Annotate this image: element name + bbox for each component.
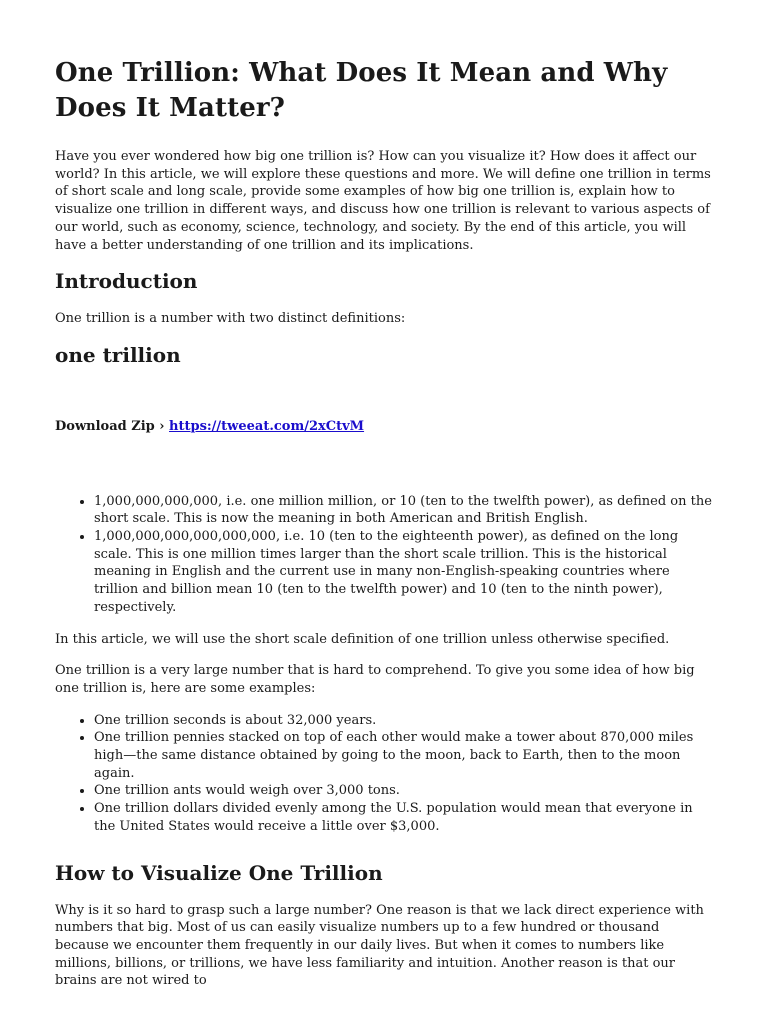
download-label: Download Zip › bbox=[55, 418, 165, 434]
keyword-heading: one trillion bbox=[55, 342, 181, 367]
introduction-text: One trillion is a number with two distinct definitions: bbox=[55, 311, 406, 327]
intro-paragraph: Have you ever wondered how big one trillion is? How can you visualize it? How does it affect our world? In this article, we will explore these questions and more. We will define one trillion in terms of short scale and long scale, provide some examples of how big one trillion is, explain how to visualize one trillion in different ways, and discuss how one trillion is relevant to various aspects of our world, such as economy, science, technology, and society. By the end of this article, you will have a better understanding of one trillion and its implications. bbox=[55, 149, 711, 253]
definitions-list bbox=[55, 493, 715, 617]
list-item: • One trillion dollars divided evenly among the U.S. population would mean that everyone in the United States would receive a little over $3,000. bbox=[94, 800, 715, 835]
visualize-heading: How to Visualize One Trillion bbox=[55, 860, 383, 885]
list-item: • 1,000,000,000,000, i.e. one million million, or 10 (ten to the twelfth power), as defined on the short scale. This is now the meaning in both American and British English. bbox=[94, 493, 715, 528]
examples-intro: One trillion is a very large number that is hard to comprehend. To give you some idea of how big one trillion is, here are some examples: bbox=[55, 663, 695, 696]
visualize-text: Why is it so hard to grasp such a large number? One reason is that we lack direct experience with numbers that big. Most of us can easily visualize numbers up to a few hundred or thousand because we encounter them frequently in our daily lives. But when it comes to numbers like millions, billions, or trillions, we have less familiarity and intuition. Another reason is that our brains are not wired to bbox=[55, 902, 704, 989]
list-item: • One trillion seconds is about 32,000 years. bbox=[94, 712, 715, 730]
examples-list bbox=[55, 712, 715, 836]
download-link[interactable]: https://tweeat.com/2xCtvM bbox=[169, 418, 365, 434]
list-item: • One trillion pennies stacked on top of each other would make a tower about 870,000 miles high—the same distance obtained by going to the moon, back to Earth, then to the moon again. bbox=[94, 729, 715, 782]
short-scale-note: In this article, we will use the short scale definition of one trillion unless otherwise specified. bbox=[55, 631, 670, 647]
download-line bbox=[55, 418, 715, 436]
list-item: • One trillion ants would weigh over 3,000 tons. bbox=[94, 782, 715, 800]
page-title: One Trillion: What Does It Mean and Why Does It Matter? bbox=[55, 58, 668, 123]
list-item: • 1,000,000,000,000,000,000, i.e. 10 (ten to the eighteenth power), as defined on the long scale. This is one million times larger than the short scale trillion. This is the historical meaning in English and the current use in many non-English-speaking countries where trillion and billion mean 10 (ten to the twelfth power) and 10 (ten to the ninth power), respectively. bbox=[94, 528, 715, 617]
introduction-heading: Introduction bbox=[55, 269, 198, 294]
